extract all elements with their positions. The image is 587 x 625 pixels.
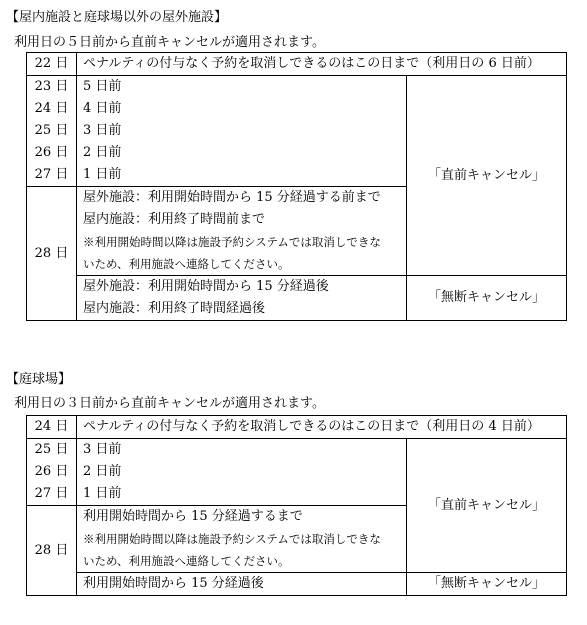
- no-show-rules: [77, 276, 407, 321]
- days-before-text: 2 日前: [83, 145, 122, 160]
- day-cell: 27 日: [34, 167, 69, 182]
- day-cell: 23 日: [34, 79, 69, 94]
- table-row: [27, 53, 567, 76]
- direct-cancel-category: 「直前キャンセル」: [407, 76, 567, 276]
- note-text: いため、利用施設へ連絡してください。: [83, 257, 290, 271]
- section1-schedule-table: [26, 52, 567, 321]
- section1-intro: 利用日の５日前から直前キャンセルが適用されます。: [14, 35, 325, 50]
- rule-text: 屋内施設：利用終了時間経過後: [83, 301, 266, 316]
- note-text: ※利用開始時間以降は施設予約システムでは取消しできな: [83, 532, 381, 546]
- table-row: [27, 573, 567, 596]
- days-before-list: [77, 439, 407, 506]
- rule-text: 屋内施設：利用終了時間前まで: [83, 212, 266, 227]
- free-cancel-deadline-text: ペナルティの付与なく予約を取消しできるのはこの日まで（利用日の 6 日前）: [77, 53, 567, 76]
- no-show-rules: [77, 573, 407, 596]
- day-cell: 28 日: [27, 506, 77, 596]
- days-before-text: 5 日前: [83, 79, 122, 94]
- days-before-text: 2 日前: [83, 464, 122, 479]
- day-cell: 25 日: [34, 123, 69, 138]
- rule-text: 屋外施設：利用開始時間から 15 分経過後: [83, 279, 329, 294]
- section1-heading: 【屋内施設と庭球場以外の屋外施設】: [6, 10, 228, 25]
- days-before-text: 1 日前: [83, 486, 122, 501]
- day-list: [27, 439, 77, 506]
- days-before-list: [77, 76, 407, 187]
- days-before-text: 3 日前: [83, 123, 122, 138]
- day-cell: 24 日: [27, 416, 77, 439]
- same-day-rules: [77, 506, 407, 573]
- days-before-text: 1 日前: [83, 167, 122, 182]
- table-row: [27, 76, 567, 187]
- days-before-text: 3 日前: [83, 442, 122, 457]
- days-before-text: 4 日前: [83, 101, 122, 116]
- table-row: [27, 416, 567, 439]
- section2-heading: 【庭球場】: [6, 372, 72, 387]
- direct-cancel-category: 「直前キャンセル」: [407, 439, 567, 573]
- table-row: [27, 276, 567, 321]
- same-day-rules: [77, 187, 407, 276]
- day-cell: 28 日: [27, 187, 77, 321]
- note-text: いため、利用施設へ連絡してください。: [83, 554, 290, 568]
- table-row: [27, 439, 567, 506]
- no-show-cancel-category: 「無断キャンセル」: [407, 276, 567, 321]
- no-show-cancel-category: 「無断キャンセル」: [407, 573, 567, 596]
- rule-text: 利用開始時間から 15 分経過後: [83, 576, 264, 591]
- day-cell: 25 日: [34, 442, 69, 457]
- rule-text: 利用開始時間から 15 分経過するまで: [83, 509, 303, 524]
- day-cell: 22 日: [27, 53, 77, 76]
- day-cell: 26 日: [34, 464, 69, 479]
- note-text: ※利用開始時間以降は施設予約システムでは取消しできな: [83, 235, 381, 249]
- section2-schedule-table: [26, 415, 567, 596]
- free-cancel-deadline-text: ペナルティの付与なく予約を取消しできるのはこの日まで（利用日の 4 日前）: [77, 416, 567, 439]
- day-cell: 24 日: [34, 101, 69, 116]
- section2-intro: 利用日の３日前から直前キャンセルが適用されます。: [14, 396, 325, 411]
- day-cell: 26 日: [34, 145, 69, 160]
- day-cell: 27 日: [34, 486, 69, 501]
- day-list: [27, 76, 77, 187]
- rule-text: 屋外施設：利用開始時間から 15 分経過する前まで: [83, 190, 381, 205]
